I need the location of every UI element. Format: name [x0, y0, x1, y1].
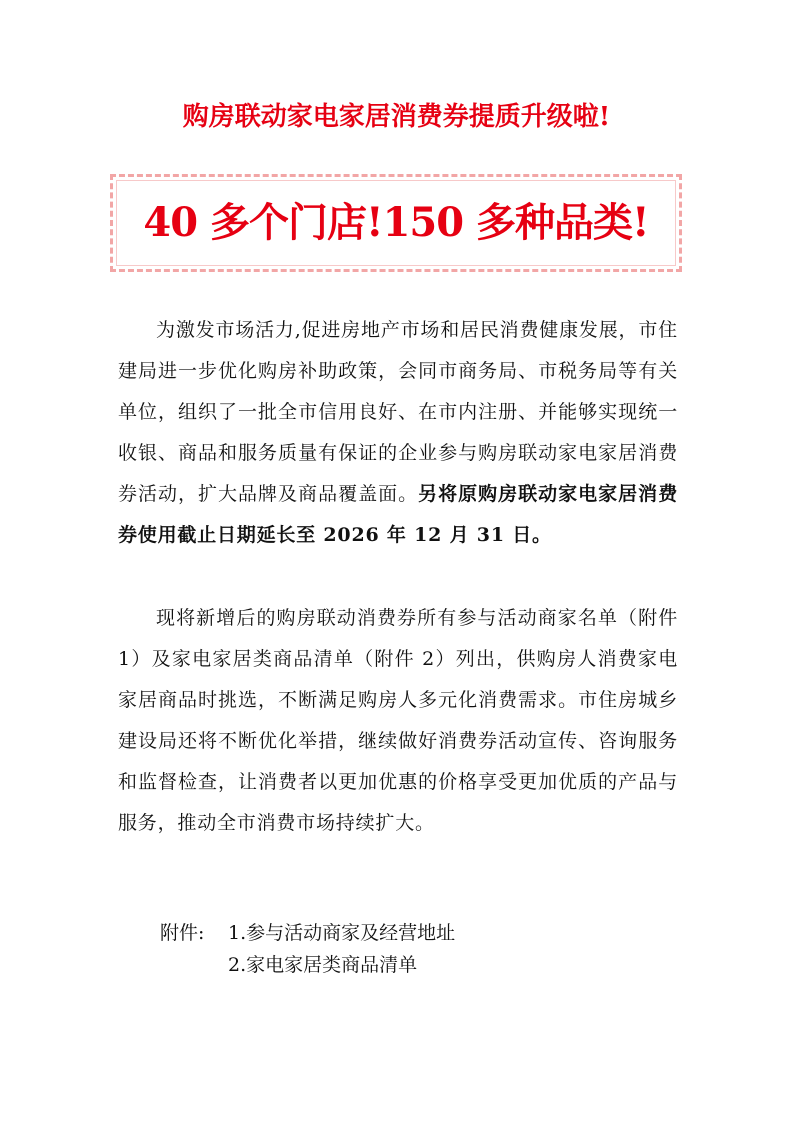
paragraph-policy-bold-text: 另将原购房联动家电家居消费券使用截止日期延长至 2026 年 12 月 31 日。: [118, 483, 678, 546]
highlight-banner: [110, 174, 682, 272]
paragraph-policy: [118, 310, 678, 556]
paragraph-policy-text: 为激发市场活力,促进房地产市场和居民消费健康发展，市住建局进一步优化购房补助政策，会同市商务局、市税务局等有关单位，组织了一批全市信用良好、在市内注册、并能够实现统一收银、商品和服务质量有保证的企业参与购房联动家电家居消费券活动，扩大品牌及商品覆盖面。: [118, 319, 678, 505]
attachments-block: [160, 917, 455, 981]
document-title: 购房联动家电家居消费券提质升级啦!: [182, 102, 611, 132]
paragraph-list-notice: 现将新增后的购房联动消费券所有参与活动商家名单（附件 1）及家电家居类商品清单（附件 2）列出，供购房人消费家电家居商品时挑选，不断满足购房人多元化消费需求。市住房城乡建设局还将不断优化举措，继续做好消费券活动宣传、咨询服务和监督检查，让消费者以更加优惠的价格享受更加优质的产品与服务，推动全市消费市场持续扩大。: [118, 607, 678, 834]
attachment-item: 1.参与活动商家及经营地址: [228, 922, 456, 944]
banner-text: 40 多个门店!150 多种品类!: [143, 199, 649, 246]
attachments-label: 附件:: [160, 922, 205, 944]
attachment-item: 2.家电家居类商品清单: [228, 954, 418, 976]
